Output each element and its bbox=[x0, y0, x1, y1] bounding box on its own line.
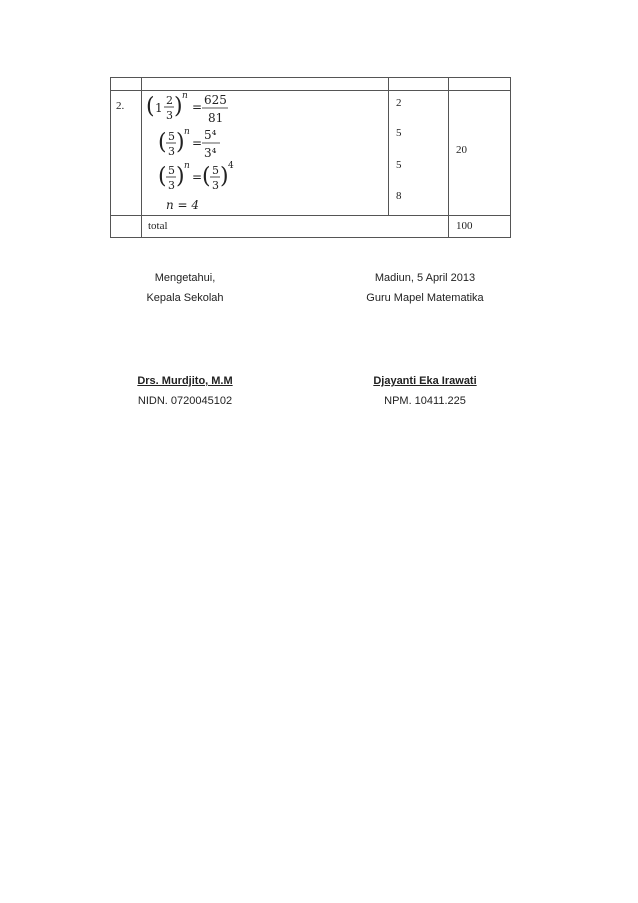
svg-text:): ) bbox=[176, 164, 185, 189]
step2-num: 5 bbox=[168, 130, 175, 143]
step1-num: 2 bbox=[166, 94, 173, 107]
svg-text:(: ( bbox=[146, 94, 155, 119]
score-4: 8 bbox=[396, 190, 402, 202]
step2-rhs-num: 5⁴ bbox=[204, 128, 217, 142]
step4: n = 4 bbox=[166, 198, 200, 212]
step2-den: 3 bbox=[168, 145, 175, 158]
score-2: 5 bbox=[396, 127, 402, 139]
svg-text:(: ( bbox=[158, 164, 167, 189]
step1-whole: 1 bbox=[155, 101, 163, 115]
table-border-col3 bbox=[448, 77, 449, 238]
step2-rhs-den: 3⁴ bbox=[204, 146, 217, 160]
svg-text:): ) bbox=[176, 130, 185, 155]
table-border-col2 bbox=[388, 77, 389, 216]
step1-rhs-num: 625 bbox=[204, 93, 227, 107]
score-3: 5 bbox=[396, 159, 402, 171]
right-position-title: Guru Mapel Matematika bbox=[366, 292, 484, 304]
math-step-1 bbox=[146, 93, 386, 216]
total-label: total bbox=[148, 220, 168, 232]
row-total-score: 20 bbox=[456, 144, 467, 156]
step3-exp: n bbox=[184, 161, 190, 171]
left-signer-name: Drs. Murdjito, M.M bbox=[137, 375, 233, 387]
svg-text:(: ( bbox=[158, 130, 167, 155]
svg-text:): ) bbox=[174, 94, 183, 119]
table-border-col1 bbox=[141, 77, 142, 238]
right-place-date: Madiun, 5 April 2013 bbox=[374, 272, 476, 284]
table-border-left bbox=[110, 77, 111, 238]
row-number: 2. bbox=[116, 100, 125, 112]
score-1: 2 bbox=[396, 97, 402, 109]
left-signer-id: NIDN. 0720045102 bbox=[137, 395, 233, 407]
step3-num: 5 bbox=[168, 164, 175, 177]
right-signer-name: Djayanti Eka Irawati bbox=[373, 375, 477, 387]
svg-text:=: = bbox=[192, 100, 203, 114]
svg-text:(: ( bbox=[202, 164, 211, 189]
right-signer-id: NPM. 10411.225 bbox=[384, 395, 466, 407]
table-border-bottom bbox=[110, 237, 511, 238]
svg-text:): ) bbox=[220, 164, 229, 189]
step3-rhs-exp: 4 bbox=[228, 161, 234, 171]
step1-rhs-den: 81 bbox=[208, 111, 224, 125]
table-border-right bbox=[510, 77, 511, 238]
step3-rhs-num: 5 bbox=[212, 164, 219, 177]
left-position-title: Kepala Sekolah bbox=[146, 292, 224, 304]
step1-den: 3 bbox=[166, 109, 173, 122]
step3-den: 3 bbox=[168, 179, 175, 192]
table-border-top bbox=[110, 77, 511, 78]
svg-text:=: = bbox=[192, 136, 203, 150]
svg-text:=: = bbox=[192, 170, 203, 184]
total-value: 100 bbox=[456, 220, 473, 232]
math-steps-svg bbox=[146, 93, 386, 213]
step3-rhs-den: 3 bbox=[212, 179, 219, 192]
step1-exp: n bbox=[182, 91, 188, 101]
left-acknowledge-text: Mengetahui, bbox=[154, 272, 216, 284]
step2-exp: n bbox=[184, 127, 190, 137]
table-border-row1 bbox=[110, 90, 511, 91]
